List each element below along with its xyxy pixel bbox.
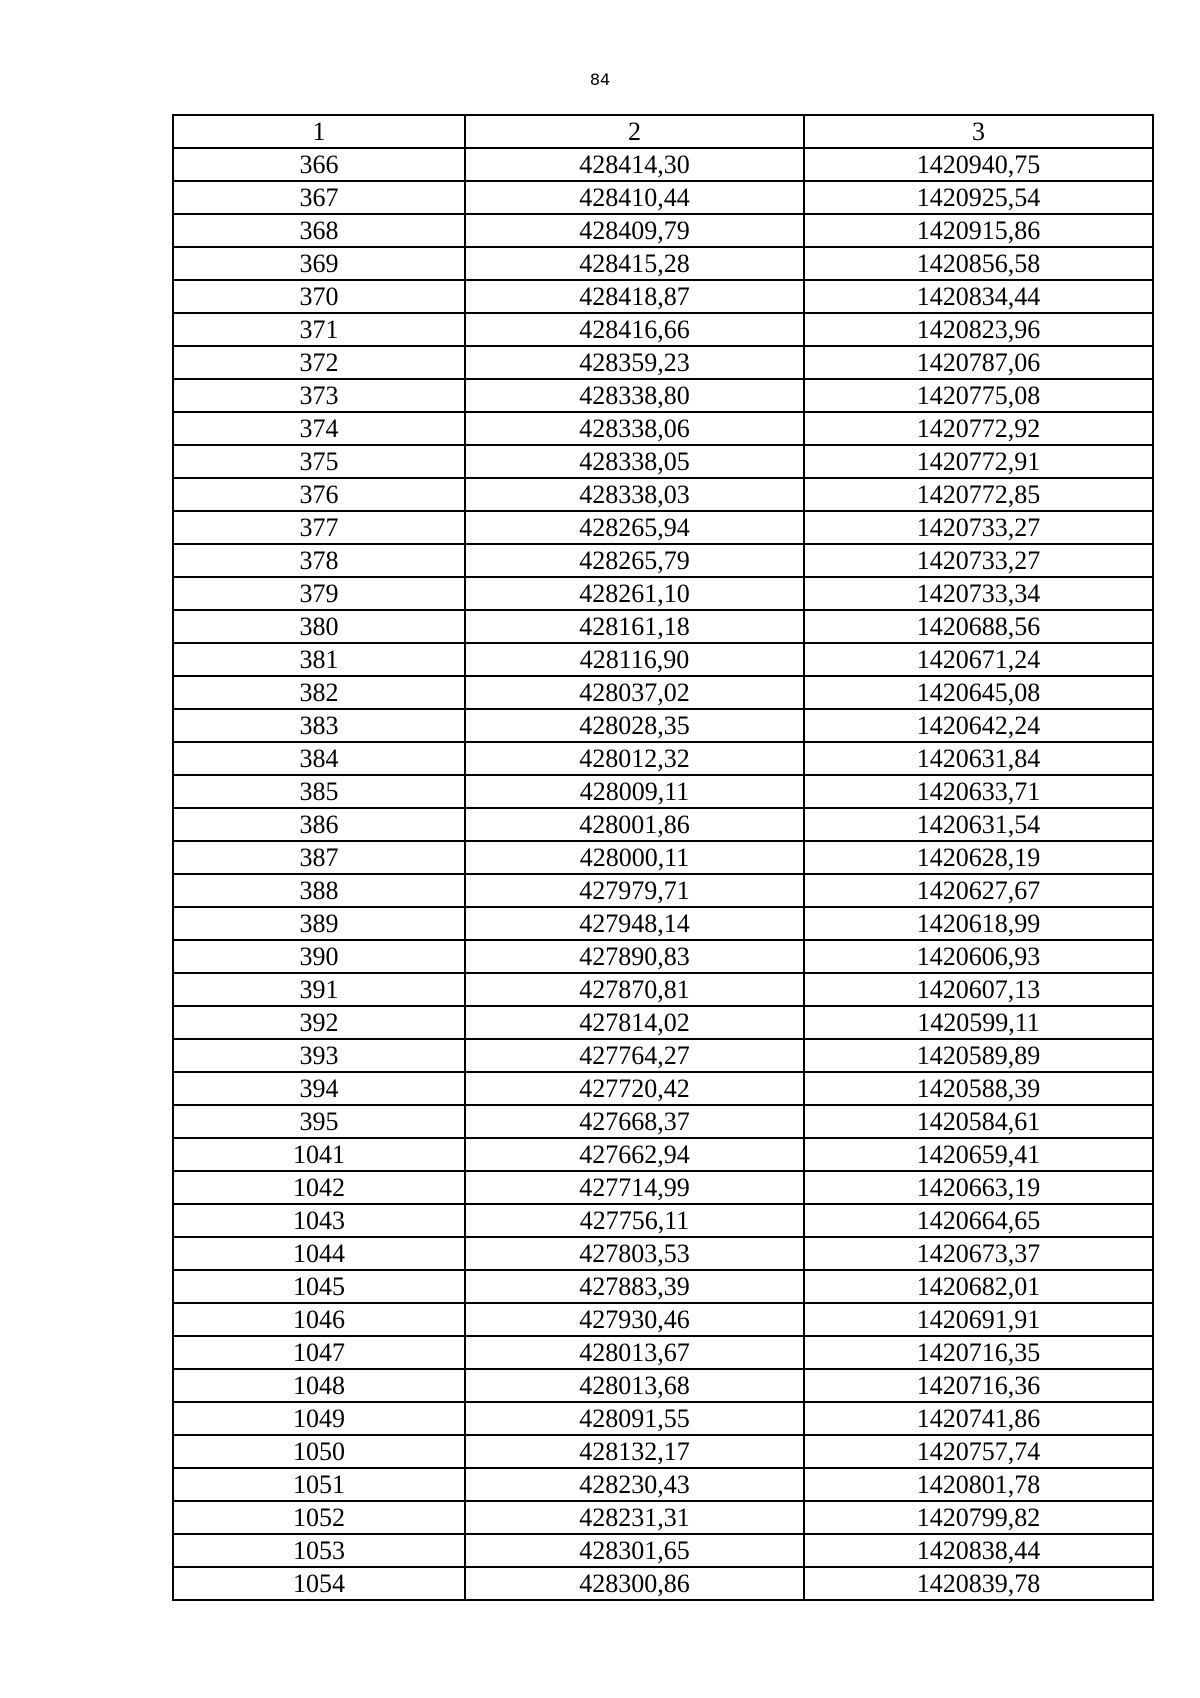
table-cell-col-1: 367 bbox=[173, 181, 465, 214]
table-cell-col-1: 391 bbox=[173, 973, 465, 1006]
table-cell-col-1: 380 bbox=[173, 610, 465, 643]
table-cell-col-1: 370 bbox=[173, 280, 465, 313]
table-row bbox=[173, 874, 1153, 907]
table-row bbox=[173, 148, 1153, 181]
table-cell-col-3: 1420659,41 bbox=[804, 1138, 1153, 1171]
table-row bbox=[173, 478, 1153, 511]
table-row bbox=[173, 973, 1153, 1006]
table-cell-col-1: 394 bbox=[173, 1072, 465, 1105]
table-cell-col-1: 1054 bbox=[173, 1567, 465, 1600]
table-cell-col-1: 385 bbox=[173, 775, 465, 808]
table-cell-col-2: 428009,11 bbox=[465, 775, 804, 808]
table-row bbox=[173, 808, 1153, 841]
table-row bbox=[173, 1138, 1153, 1171]
table-row bbox=[173, 445, 1153, 478]
table-row bbox=[173, 1435, 1153, 1468]
table-cell-col-1: 1044 bbox=[173, 1237, 465, 1270]
table-cell-col-3: 1420801,78 bbox=[804, 1468, 1153, 1501]
table-cell-col-3: 1420772,91 bbox=[804, 445, 1153, 478]
table-row bbox=[173, 1567, 1153, 1600]
table-cell-col-1: 381 bbox=[173, 643, 465, 676]
table-cell-col-2: 428001,86 bbox=[465, 808, 804, 841]
table-cell-col-2: 428409,79 bbox=[465, 214, 804, 247]
table-cell-col-2: 428415,28 bbox=[465, 247, 804, 280]
table-cell-col-3: 1420856,58 bbox=[804, 247, 1153, 280]
table-cell-col-1: 1048 bbox=[173, 1369, 465, 1402]
table-cell-col-1: 1052 bbox=[173, 1501, 465, 1534]
table-cell-col-3: 1420688,56 bbox=[804, 610, 1153, 643]
table-row bbox=[173, 511, 1153, 544]
table-cell-col-1: 382 bbox=[173, 676, 465, 709]
table-row bbox=[173, 940, 1153, 973]
table-cell-col-3: 1420757,74 bbox=[804, 1435, 1153, 1468]
table-cell-col-2: 428301,65 bbox=[465, 1534, 804, 1567]
table-row bbox=[173, 1237, 1153, 1270]
table-cell-col-1: 373 bbox=[173, 379, 465, 412]
table-cell-col-3: 1420716,36 bbox=[804, 1369, 1153, 1402]
table-cell-col-2: 427662,94 bbox=[465, 1138, 804, 1171]
table-cell-col-2: 427979,71 bbox=[465, 874, 804, 907]
table-cell-col-2: 427948,14 bbox=[465, 907, 804, 940]
coordinates-table bbox=[172, 114, 1154, 1601]
table-row bbox=[173, 775, 1153, 808]
table-row bbox=[173, 544, 1153, 577]
table-cell-col-2: 428091,55 bbox=[465, 1402, 804, 1435]
table-cell-col-1: 379 bbox=[173, 577, 465, 610]
table-cell-col-3: 1420663,19 bbox=[804, 1171, 1153, 1204]
table-cell-col-1: 375 bbox=[173, 445, 465, 478]
table-cell-col-1: 1051 bbox=[173, 1468, 465, 1501]
table-cell-col-2: 427930,46 bbox=[465, 1303, 804, 1336]
table-cell-col-1: 395 bbox=[173, 1105, 465, 1138]
table-cell-col-3: 1420588,39 bbox=[804, 1072, 1153, 1105]
table-cell-col-2: 428261,10 bbox=[465, 577, 804, 610]
table-cell-col-3: 1420673,37 bbox=[804, 1237, 1153, 1270]
table-row bbox=[173, 1534, 1153, 1567]
table-cell-col-3: 1420589,89 bbox=[804, 1039, 1153, 1072]
table-cell-col-3: 1420838,44 bbox=[804, 1534, 1153, 1567]
table-cell-col-3: 1420631,84 bbox=[804, 742, 1153, 775]
table-cell-col-3: 1420633,71 bbox=[804, 775, 1153, 808]
table-cell-col-3: 1420799,82 bbox=[804, 1501, 1153, 1534]
table-row bbox=[173, 214, 1153, 247]
table-cell-col-3: 1420682,01 bbox=[804, 1270, 1153, 1303]
table-cell-col-1: 1043 bbox=[173, 1204, 465, 1237]
table-cell-col-3: 1420733,34 bbox=[804, 577, 1153, 610]
table-cell-col-2: 428410,44 bbox=[465, 181, 804, 214]
table-row bbox=[173, 907, 1153, 940]
table-cell-col-1: 1041 bbox=[173, 1138, 465, 1171]
table-cell-col-2: 428037,02 bbox=[465, 676, 804, 709]
table-cell-col-1: 1047 bbox=[173, 1336, 465, 1369]
table-row bbox=[173, 247, 1153, 280]
table-row bbox=[173, 412, 1153, 445]
table-cell-col-2: 427870,81 bbox=[465, 973, 804, 1006]
table-cell-col-2: 428338,80 bbox=[465, 379, 804, 412]
table-row bbox=[173, 313, 1153, 346]
table-cell-col-3: 1420627,67 bbox=[804, 874, 1153, 907]
table-row bbox=[173, 1006, 1153, 1039]
table-cell-col-3: 1420691,91 bbox=[804, 1303, 1153, 1336]
header-row bbox=[173, 115, 1153, 148]
table-row bbox=[173, 181, 1153, 214]
table-cell-col-2: 428338,03 bbox=[465, 478, 804, 511]
page-number: 84 bbox=[589, 70, 611, 89]
table-cell-col-2: 428231,31 bbox=[465, 1501, 804, 1534]
table-cell-col-1: 374 bbox=[173, 412, 465, 445]
table-cell-col-1: 392 bbox=[173, 1006, 465, 1039]
table-cell-col-2: 427883,39 bbox=[465, 1270, 804, 1303]
table-cell-col-3: 1420584,61 bbox=[804, 1105, 1153, 1138]
table-row bbox=[173, 1369, 1153, 1402]
table-cell-col-2: 428265,94 bbox=[465, 511, 804, 544]
table-row bbox=[173, 742, 1153, 775]
table-cell-col-2: 428414,30 bbox=[465, 148, 804, 181]
table-cell-col-2: 428265,79 bbox=[465, 544, 804, 577]
table-row bbox=[173, 1501, 1153, 1534]
table-row bbox=[173, 346, 1153, 379]
table-cell-col-2: 428028,35 bbox=[465, 709, 804, 742]
table-row bbox=[173, 1105, 1153, 1138]
table-cell-col-3: 1420839,78 bbox=[804, 1567, 1153, 1600]
table-cell-col-1: 368 bbox=[173, 214, 465, 247]
table-cell-col-1: 366 bbox=[173, 148, 465, 181]
table-cell-col-3: 1420645,08 bbox=[804, 676, 1153, 709]
table-row bbox=[173, 841, 1153, 874]
table-cell-col-3: 1420772,85 bbox=[804, 478, 1153, 511]
table-cell-col-1: 377 bbox=[173, 511, 465, 544]
table-cell-col-3: 1420606,93 bbox=[804, 940, 1153, 973]
table-row bbox=[173, 1171, 1153, 1204]
table-cell-col-2: 428359,23 bbox=[465, 346, 804, 379]
table-row bbox=[173, 1072, 1153, 1105]
table-cell-col-2: 428161,18 bbox=[465, 610, 804, 643]
table-row bbox=[173, 643, 1153, 676]
table-body bbox=[173, 148, 1153, 1600]
header-cell-1: 1 bbox=[173, 115, 465, 148]
table-row bbox=[173, 577, 1153, 610]
table-cell-col-1: 384 bbox=[173, 742, 465, 775]
table-cell-col-1: 1053 bbox=[173, 1534, 465, 1567]
table-cell-col-2: 428132,17 bbox=[465, 1435, 804, 1468]
table-cell-col-2: 428338,06 bbox=[465, 412, 804, 445]
table-cell-col-3: 1420787,06 bbox=[804, 346, 1153, 379]
table-cell-col-1: 387 bbox=[173, 841, 465, 874]
table-cell-col-3: 1420716,35 bbox=[804, 1336, 1153, 1369]
table-cell-col-3: 1420628,19 bbox=[804, 841, 1153, 874]
table-cell-col-1: 1045 bbox=[173, 1270, 465, 1303]
table-row bbox=[173, 1204, 1153, 1237]
table-cell-col-3: 1420599,11 bbox=[804, 1006, 1153, 1039]
table-cell-col-2: 427720,42 bbox=[465, 1072, 804, 1105]
table-row bbox=[173, 709, 1153, 742]
table-cell-col-1: 389 bbox=[173, 907, 465, 940]
table-cell-col-1: 376 bbox=[173, 478, 465, 511]
table-cell-col-1: 369 bbox=[173, 247, 465, 280]
table-cell-col-2: 427714,99 bbox=[465, 1171, 804, 1204]
table-cell-col-3: 1420664,65 bbox=[804, 1204, 1153, 1237]
table-row bbox=[173, 1402, 1153, 1435]
table-cell-col-2: 428416,66 bbox=[465, 313, 804, 346]
table-cell-col-3: 1420671,24 bbox=[804, 643, 1153, 676]
table-cell-col-1: 388 bbox=[173, 874, 465, 907]
header-cell-2: 2 bbox=[465, 115, 804, 148]
table-cell-col-3: 1420631,54 bbox=[804, 808, 1153, 841]
table-cell-col-2: 427890,83 bbox=[465, 940, 804, 973]
table-cell-col-2: 427764,27 bbox=[465, 1039, 804, 1072]
table-cell-col-2: 427756,11 bbox=[465, 1204, 804, 1237]
table-cell-col-1: 390 bbox=[173, 940, 465, 973]
table-row bbox=[173, 1468, 1153, 1501]
table-cell-col-1: 378 bbox=[173, 544, 465, 577]
table-cell-col-3: 1420775,08 bbox=[804, 379, 1153, 412]
table-header bbox=[173, 115, 1153, 148]
table-cell-col-1: 383 bbox=[173, 709, 465, 742]
table-row bbox=[173, 1270, 1153, 1303]
table-cell-col-2: 428418,87 bbox=[465, 280, 804, 313]
table-cell-col-3: 1420618,99 bbox=[804, 907, 1153, 940]
table-row bbox=[173, 280, 1153, 313]
table-cell-col-2: 428013,67 bbox=[465, 1336, 804, 1369]
table-cell-col-2: 427668,37 bbox=[465, 1105, 804, 1138]
table-cell-col-1: 1042 bbox=[173, 1171, 465, 1204]
table-cell-col-3: 1420772,92 bbox=[804, 412, 1153, 445]
table-cell-col-2: 428230,43 bbox=[465, 1468, 804, 1501]
table-cell-col-2: 428300,86 bbox=[465, 1567, 804, 1600]
table-cell-col-2: 428000,11 bbox=[465, 841, 804, 874]
table-cell-col-1: 1046 bbox=[173, 1303, 465, 1336]
table-row bbox=[173, 676, 1153, 709]
table-cell-col-3: 1420915,86 bbox=[804, 214, 1153, 247]
table-cell-col-3: 1420834,44 bbox=[804, 280, 1153, 313]
table-cell-col-1: 372 bbox=[173, 346, 465, 379]
table-cell-col-1: 393 bbox=[173, 1039, 465, 1072]
table-row bbox=[173, 1336, 1153, 1369]
header-cell-3: 3 bbox=[804, 115, 1153, 148]
table-cell-col-2: 428338,05 bbox=[465, 445, 804, 478]
table-cell-col-3: 1420925,54 bbox=[804, 181, 1153, 214]
table-cell-col-3: 1420733,27 bbox=[804, 544, 1153, 577]
table-cell-col-2: 427814,02 bbox=[465, 1006, 804, 1039]
table-cell-col-3: 1420823,96 bbox=[804, 313, 1153, 346]
table-cell-col-1: 1050 bbox=[173, 1435, 465, 1468]
table-row bbox=[173, 1039, 1153, 1072]
table-cell-col-2: 428116,90 bbox=[465, 643, 804, 676]
table-cell-col-3: 1420607,13 bbox=[804, 973, 1153, 1006]
table-cell-col-3: 1420642,24 bbox=[804, 709, 1153, 742]
table-cell-col-1: 386 bbox=[173, 808, 465, 841]
table-cell-col-1: 1049 bbox=[173, 1402, 465, 1435]
table-cell-col-3: 1420741,86 bbox=[804, 1402, 1153, 1435]
table-row bbox=[173, 379, 1153, 412]
table-cell-col-2: 427803,53 bbox=[465, 1237, 804, 1270]
table-cell-col-3: 1420733,27 bbox=[804, 511, 1153, 544]
table-cell-col-2: 428012,32 bbox=[465, 742, 804, 775]
table-cell-col-2: 428013,68 bbox=[465, 1369, 804, 1402]
table-cell-col-1: 371 bbox=[173, 313, 465, 346]
table-row bbox=[173, 1303, 1153, 1336]
table-row bbox=[173, 610, 1153, 643]
table-cell-col-3: 1420940,75 bbox=[804, 148, 1153, 181]
